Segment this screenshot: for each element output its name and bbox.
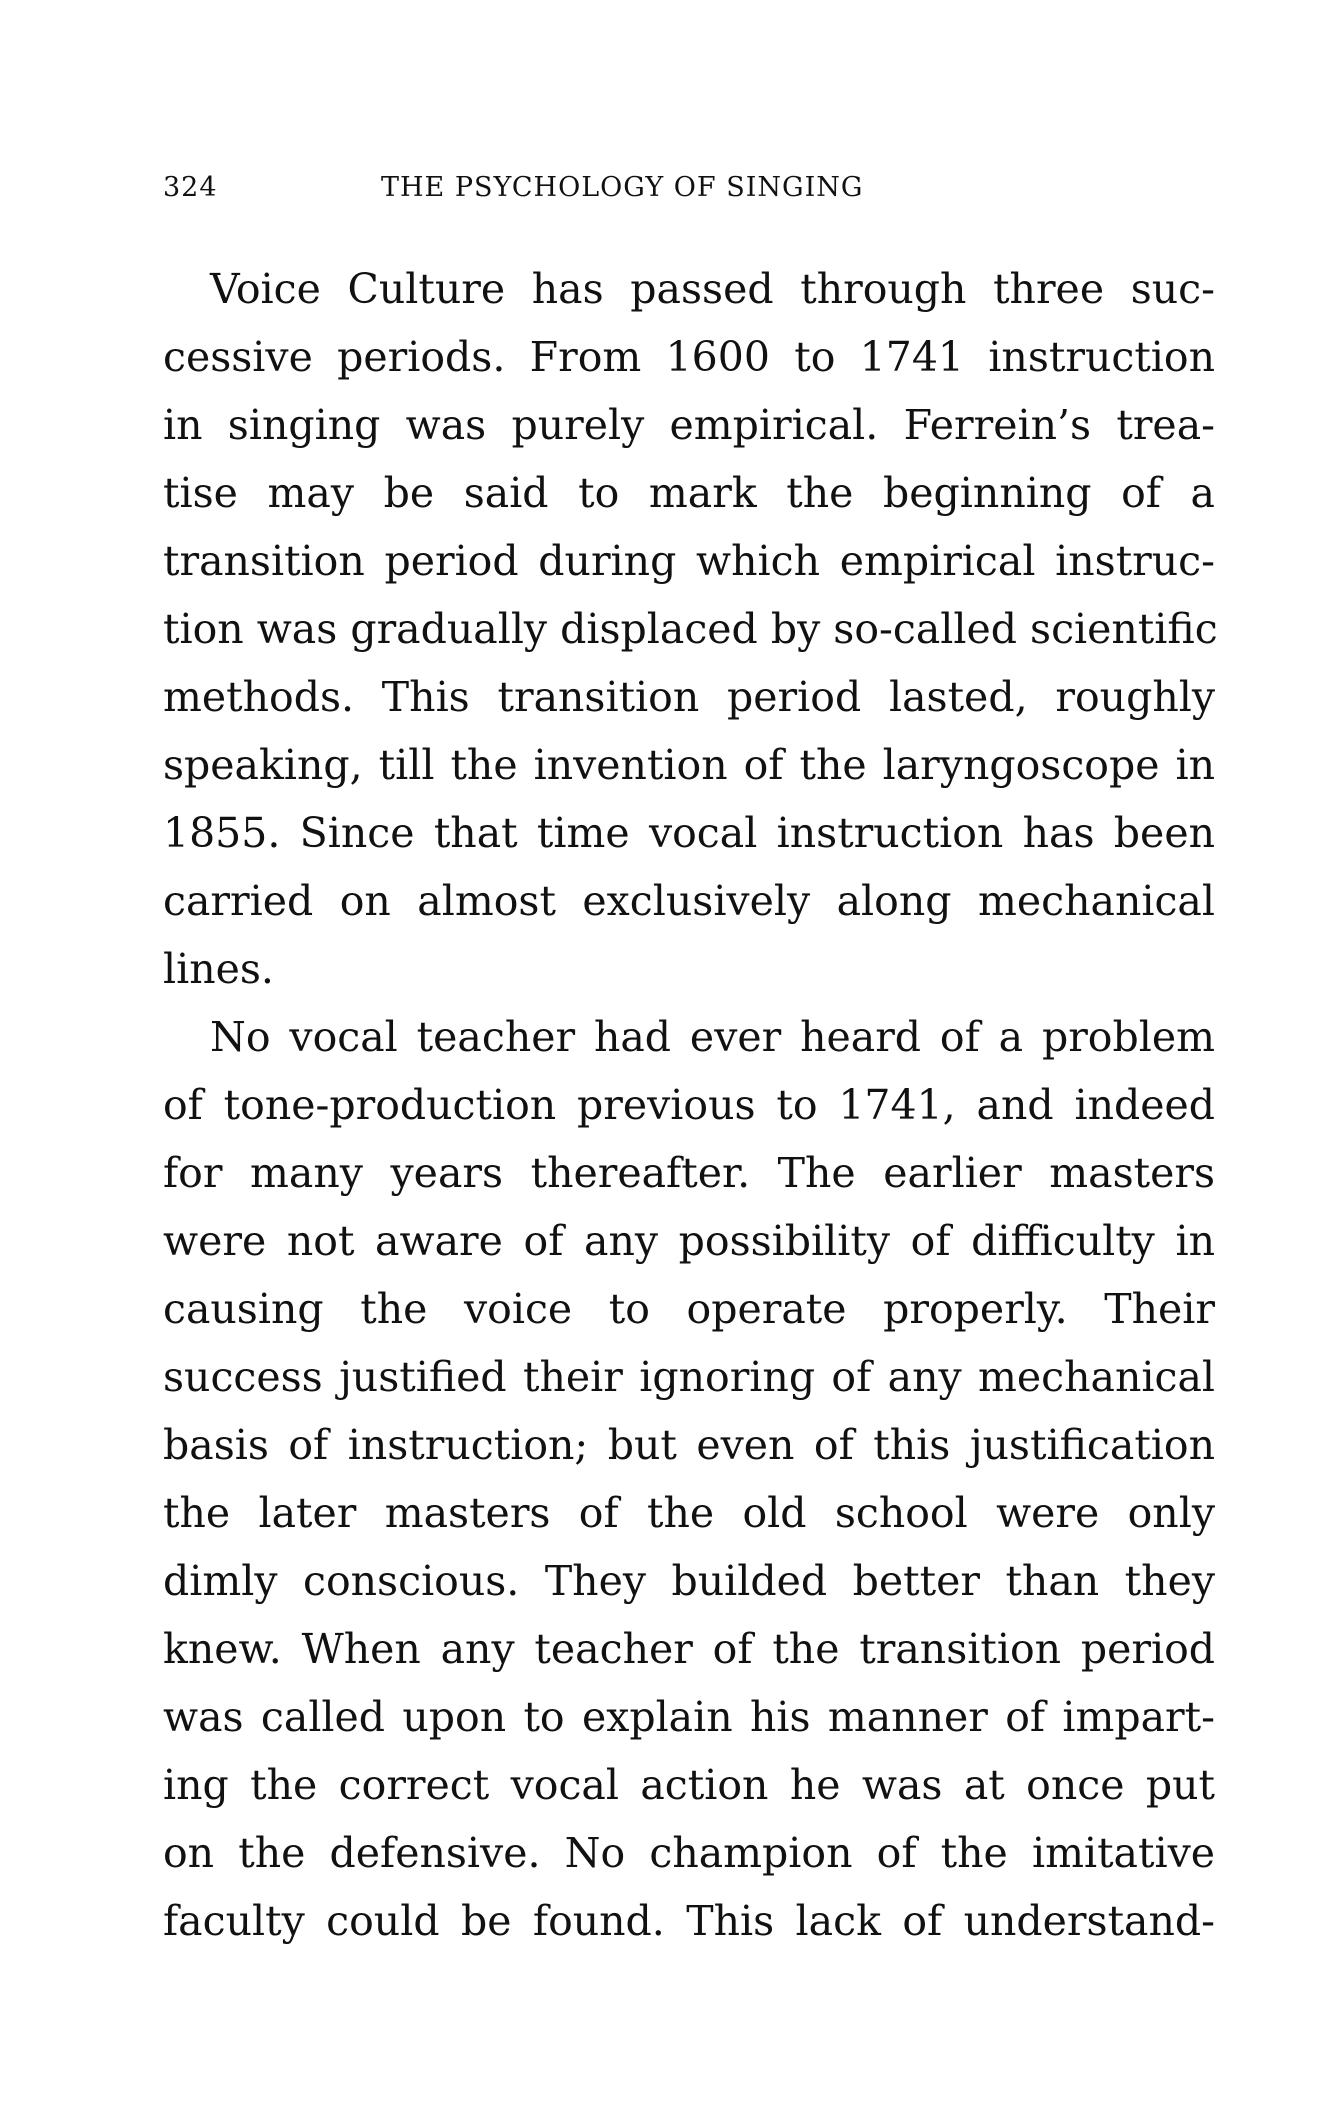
text-line: of tone-production previous to 1741, and indeed — [163, 1081, 1215, 1129]
text-line: No vocal teacher had ever heard of a problem — [210, 1013, 1215, 1061]
page-header — [163, 172, 1215, 212]
text-line: tise may be said to mark the beginning of a — [163, 469, 1215, 517]
running-title: THE PSYCHOLOGY OF SINGING — [381, 172, 864, 203]
text-line: methods. This transition period lasted, roughly — [163, 673, 1215, 721]
text-line: success justified their ignoring of any mechanical — [163, 1353, 1215, 1401]
paragraph — [163, 1003, 1215, 1955]
text-line: dimly conscious. They builded better than they — [163, 1557, 1215, 1605]
text-line: causing the voice to operate properly. Their — [163, 1285, 1215, 1333]
text-line: cessive periods. From 1600 to 1741 instruction — [163, 333, 1215, 381]
page-number: 324 — [163, 172, 218, 203]
text-line: lines. — [163, 945, 274, 993]
text-line: was called upon to explain his manner of impart- — [163, 1693, 1215, 1741]
text-line: the later masters of the old school were only — [163, 1489, 1215, 1537]
text-line: ing the correct vocal action he was at once put — [163, 1761, 1215, 1809]
text-line: Voice Culture has passed through three suc- — [210, 265, 1215, 313]
text-line: in singing was purely empirical. Ferrein’s trea- — [163, 401, 1215, 449]
text-line: for many years thereafter. The earlier masters — [163, 1149, 1215, 1197]
text-line: knew. When any teacher of the transition period — [163, 1625, 1215, 1673]
text-line: basis of instruction; but even of this justification — [163, 1421, 1215, 1469]
text-line: 1855. Since that time vocal instruction has been — [163, 809, 1215, 857]
text-line: speaking, till the invention of the laryngoscope in — [163, 741, 1215, 789]
text-line: were not aware of any possibility of difficulty in — [163, 1217, 1215, 1265]
paragraph — [163, 255, 1218, 1003]
text-line: on the defensive. No champion of the imitative — [163, 1829, 1215, 1877]
text-line: tion was gradually displaced by so-called scientific — [163, 605, 1218, 653]
text-line: transition period during which empirical instruc- — [163, 537, 1215, 585]
text-line: carried on almost exclusively along mechanical — [163, 877, 1215, 925]
body-text — [163, 255, 1218, 1955]
text-line: faculty could be found. This lack of understand- — [163, 1897, 1215, 1945]
